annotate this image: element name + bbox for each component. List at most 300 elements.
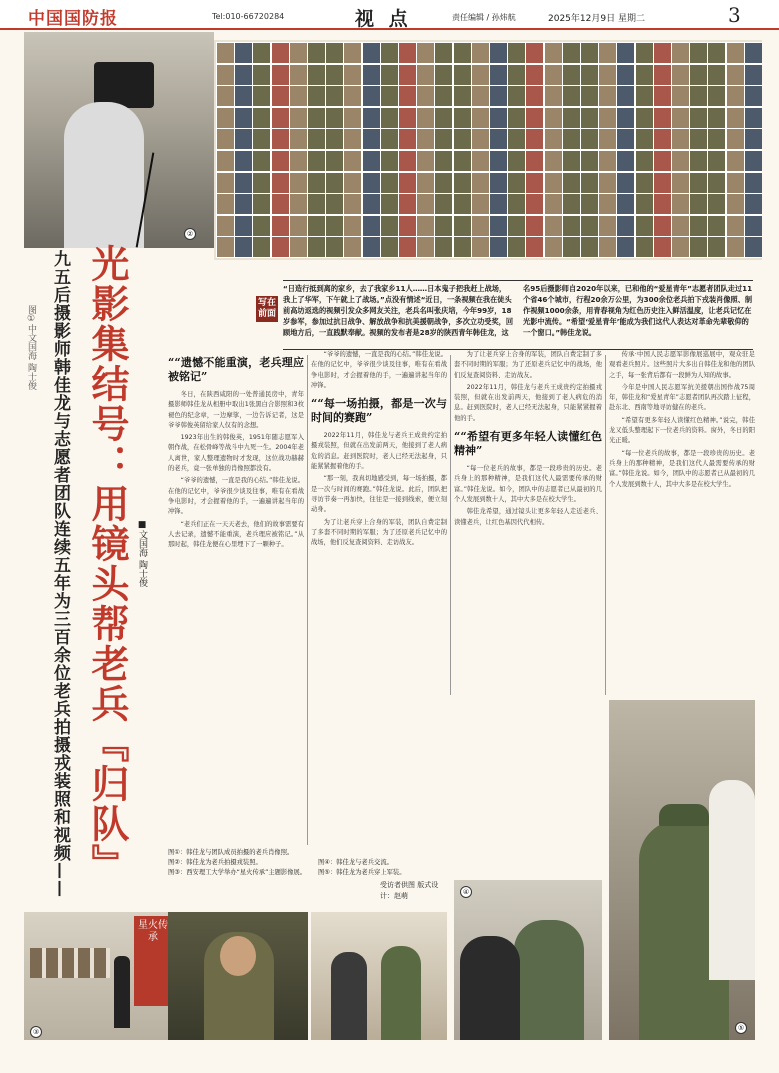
- veteran-portrait-tile: [598, 128, 617, 150]
- poster-title: 星火传承: [138, 920, 168, 943]
- veteran-portrait-tile: [616, 172, 635, 194]
- veteran-portrait-tile: [580, 42, 599, 64]
- veteran-portrait-tile: [525, 193, 544, 215]
- veteran-portrait-tile: [671, 150, 690, 172]
- veteran-portrait-tile: [598, 236, 617, 258]
- veteran-portrait-tile: [362, 150, 381, 172]
- veteran-portrait-tile: [707, 193, 726, 215]
- veteran-portrait-tile: [252, 85, 271, 107]
- veteran-portrait-tile: [598, 172, 617, 194]
- intro-text: “日造行抵到离的家乡，去了我家乡11人……日本鬼子把我赶上战场，我上了华军，下午就上了战场。”点没有情述“近日，一条视频在我在徒头前高坊返选的视频引发众多网友关注，老兵名叫张庆培，今年99岁，18岁参军，参加过抗日战争、解放战争和抗美援朝战争，多次立功受奖，回顾地方后，一直践默奉献。视频的发布者是28岁的陕西青年韩佳龙，这名95后摄影师自2020年以来，已和他的“爱星青年”志愿者团队走过11个省46个城市，行程20余万公里，为300余位老兵拍下戎装肖像照、制作视频1000余条，用青春视角为红色历史注入鲜活温度，让老兵记忆在光影中流传。“希望‘爱星青年’能成为我们这代人表达对革命先辈敬仰的一个窗口。”韩佳龙说。: [283, 280, 753, 350]
- veteran-portrait-tile: [343, 107, 362, 129]
- veteran-portrait-tile: [653, 64, 672, 86]
- veteran-portrait-tile: [580, 236, 599, 258]
- caption-2: 图②：韩佳龙为老兵拍摄戎装照。: [168, 859, 262, 866]
- veteran-portrait-tile: [689, 150, 708, 172]
- veteran-portrait-tile: [216, 42, 235, 64]
- veteran-face: [220, 936, 256, 976]
- newspaper-logo: 中国国防报: [28, 9, 118, 29]
- marker-3: ③: [30, 1026, 42, 1038]
- veteran-portrait-tile: [562, 150, 581, 172]
- column-divider: [605, 355, 606, 695]
- veteran-portrait-tile: [671, 107, 690, 129]
- veteran-portrait-tile: [307, 64, 326, 86]
- veteran-portrait-tile: [598, 215, 617, 237]
- headline-subtitle: 九五后摄影师韩佳龙与志愿者团队连续五年为三百余位老兵拍摄戎装照和视频——: [50, 250, 70, 898]
- helper-figure: [709, 780, 755, 980]
- veteran-portrait-tile: [489, 107, 508, 129]
- paragraph: “爷爷的遗憾，一直是我的心结。”韩佳龙说。在他的记忆中，爷爷很少谈及往事，唯有在看战争电影时，才会握着他的手，一遍遍讲起当年的冲锋。: [311, 351, 447, 389]
- veteran-portrait-tile: [471, 193, 490, 215]
- veteran-portrait-tile: [380, 42, 399, 64]
- veteran-portrait-tile: [234, 236, 253, 258]
- veteran-portrait-tile: [616, 42, 635, 64]
- veteran-portrait-tile: [453, 107, 472, 129]
- byline: ■文国海 陶士俊: [137, 520, 147, 587]
- marker-2: ②: [184, 228, 196, 240]
- veteran-portrait-tile: [398, 236, 417, 258]
- veteran-portrait-tile: [525, 150, 544, 172]
- section-heading-1: “ “遗憾不能重演，老兵理应被铭记”: [168, 356, 304, 384]
- veteran-portrait-tile: [289, 64, 308, 86]
- veteran-portrait-tile: [525, 107, 544, 129]
- veteran-portrait-tile: [343, 150, 362, 172]
- paragraph: 冬日，在陕西咸阳的一处普通民房中，青年摄影师韩佳龙从相册中取出1张黑白合影照和3枚褪色的纪念章，一边摩挲，一边告诉记者，这是爷爷韩俊英留给家人仅有的念想。: [168, 391, 304, 429]
- veteran-portrait-tile: [616, 236, 635, 258]
- veteran-portrait-tile: [562, 107, 581, 129]
- veteran-portrait-tile: [234, 128, 253, 150]
- veteran-portrait-tile: [689, 64, 708, 86]
- veteran-portrait-tile: [616, 85, 635, 107]
- veteran-portrait-tile: [362, 172, 381, 194]
- veteran-portrait-tile: [635, 193, 654, 215]
- veteran-portrait-tile: [416, 236, 435, 258]
- veteran-portrait-tile: [289, 42, 308, 64]
- veteran-portrait-tile: [744, 42, 762, 64]
- veteran-portrait-tile: [726, 215, 745, 237]
- veteran-portrait-wall: [214, 40, 762, 260]
- veteran-portrait-tile: [598, 42, 617, 64]
- veteran-portrait-tile: [380, 172, 399, 194]
- veteran-portrait-tile: [562, 193, 581, 215]
- veteran-portrait-tile: [289, 215, 308, 237]
- veteran-portrait-tile: [489, 85, 508, 107]
- veteran-portrait-tile: [707, 215, 726, 237]
- veteran-portrait-tile: [671, 85, 690, 107]
- veteran-portrait-tile: [525, 42, 544, 64]
- column-divider: [450, 355, 451, 695]
- veteran-portrait-tile: [616, 128, 635, 150]
- caption-1: 图①：韩佳龙与团队成员拍摄的老兵肖像照。: [168, 849, 294, 856]
- veteran-portrait-tile: [653, 236, 672, 258]
- veteran-portrait-tile: [434, 172, 453, 194]
- veteran-portrait-tile: [471, 42, 490, 64]
- veteran-portrait-tile: [216, 193, 235, 215]
- veteran-portrait-tile: [416, 128, 435, 150]
- veteran-portrait-tile: [726, 128, 745, 150]
- paragraph: 为了让老兵穿上合身的军装，团队自费定制了多套不同时期的军服；为了还原老兵记忆中的战场，他们反复查阅资料、走访战友。: [311, 518, 447, 547]
- caption-4: 图④：韩佳龙与老兵交流。: [318, 859, 393, 866]
- veteran-portrait-tile: [271, 64, 290, 86]
- veteran-portrait-tile: [598, 150, 617, 172]
- veteran-portrait-tile: [434, 107, 453, 129]
- veteran-portrait-tile: [343, 42, 362, 64]
- photo-credit: 图①中文国海 陶士俊: [26, 305, 36, 390]
- section-heading-3: “ “希望有更多年轻人读懂红色精神”: [454, 430, 602, 458]
- veteran-portrait-tile: [216, 172, 235, 194]
- veteran-portrait-tile: [598, 64, 617, 86]
- veteran-portrait-tile: [398, 172, 417, 194]
- veteran-portrait-tile: [343, 64, 362, 86]
- veteran-portrait-tile: [453, 172, 472, 194]
- photographer-photo: [24, 32, 214, 248]
- veteran-portrait-tile: [416, 107, 435, 129]
- veteran-portrait-tile: [271, 128, 290, 150]
- veteran-portrait-tile: [580, 107, 599, 129]
- veteran-portrait-tile: [544, 85, 563, 107]
- veteran-portrait-tile: [307, 172, 326, 194]
- veteran-portrait-tile: [289, 236, 308, 258]
- veteran-portrait-tile: [726, 85, 745, 107]
- visitor-figure: [114, 956, 130, 1028]
- veteran-portrait-tile: [398, 42, 417, 64]
- veteran-portrait-tile: [289, 85, 308, 107]
- veteran-portrait-tile: [489, 193, 508, 215]
- veteran-portrait-tile: [525, 64, 544, 86]
- veteran-portrait-tile: [471, 236, 490, 258]
- veteran-portrait-tile: [707, 128, 726, 150]
- veteran-portrait-tile: [580, 64, 599, 86]
- veteran-portrait-tile: [744, 150, 762, 172]
- veteran-portrait-tile: [434, 236, 453, 258]
- veteran-portrait-tile: [635, 215, 654, 237]
- veteran-portrait-tile: [362, 193, 381, 215]
- veteran-portrait-tile: [744, 172, 762, 194]
- veteran-portrait-tile: [252, 128, 271, 150]
- veteran-portrait-tile: [544, 236, 563, 258]
- veteran-portrait-tile: [707, 107, 726, 129]
- veteran-portrait-tile: [562, 64, 581, 86]
- veteran-portrait-tile: [325, 236, 344, 258]
- veteran-portrait-tile: [471, 107, 490, 129]
- veteran-portrait-tile: [252, 64, 271, 86]
- veteran-portrait-tile: [362, 236, 381, 258]
- veteran-portrait-tile: [635, 150, 654, 172]
- veteran-portrait-tile: [434, 193, 453, 215]
- veteran-portrait-tile: [416, 172, 435, 194]
- veteran-portrait-tile: [325, 172, 344, 194]
- veteran-portrait-tile: [562, 128, 581, 150]
- veteran-portrait-tile: [726, 107, 745, 129]
- veteran-portrait-tile: [598, 85, 617, 107]
- veteran-portrait-tile: [234, 150, 253, 172]
- veteran-portrait-tile: [234, 215, 253, 237]
- veteran-portrait-tile: [453, 128, 472, 150]
- paragraph: 2022年11月，韩佳龙与老兵王成贵约定拍摄戎装照，但就在出发前两天，他接到了老人病危的消息。赶到医院时，老人已经无法起身，只能紧紧握着他的手。: [311, 432, 447, 471]
- veteran-portrait-tile: [653, 193, 672, 215]
- photographer-figure: [64, 102, 144, 248]
- veteran-portrait-tile: [489, 150, 508, 172]
- veteran-portrait-tile: [471, 85, 490, 107]
- veteran-portrait-tile: [562, 85, 581, 107]
- veteran-portrait-tile: [689, 85, 708, 107]
- veteran-portrait-tile: [489, 236, 508, 258]
- paragraph: “那一刻，我真切地感受到，每一场拍摄，都是一次与时间的赛跑。”韩佳龙说。此后，团队把寻访节奏一再加快，往往是一接到线索，便立刻动身。: [311, 475, 447, 514]
- veteran-portrait-tile: [707, 150, 726, 172]
- veteran-portrait-tile: [343, 128, 362, 150]
- veteran-portrait-photo: [168, 912, 308, 1040]
- veteran-portrait-tile: [325, 107, 344, 129]
- veteran-portrait-tile: [398, 64, 417, 86]
- veteran-portrait-tile: [216, 85, 235, 107]
- veteran-portrait-tile: [507, 150, 526, 172]
- veteran-portrait-tile: [289, 107, 308, 129]
- exhibition-photo: [24, 912, 174, 1040]
- veteran-portrait-tile: [707, 236, 726, 258]
- veteran-portrait-tile: [271, 85, 290, 107]
- issue-date: 2025年12月9日 星期二: [548, 14, 645, 24]
- veteran-portrait-tile: [525, 85, 544, 107]
- veteran-portrait-tile: [507, 107, 526, 129]
- veteran-portrait-tile: [507, 64, 526, 86]
- veteran-portrait-tile: [507, 172, 526, 194]
- veteran-portrait-tile: [271, 215, 290, 237]
- veteran-portrait-tile: [453, 215, 472, 237]
- veteran-portrait-tile: [362, 128, 381, 150]
- veteran-portrait-tile: [380, 107, 399, 129]
- article-column-4: [609, 350, 755, 695]
- veteran-portrait-tile: [398, 85, 417, 107]
- veteran-portrait-tile: [507, 42, 526, 64]
- page-number: 3: [728, 3, 741, 27]
- veteran-portrait-tile: [653, 150, 672, 172]
- veteran-portrait-tile: [362, 64, 381, 86]
- paragraph: “每一位老兵的故事，都是一段珍贵的历史。老兵身上的那种精神，是我们这代人最需要传承的财富。”韩佳龙说。如今，团队中的志愿者已从最初的几个人发展到数十人，其中大多是在校大学生。: [609, 449, 755, 488]
- veteran-portrait-tile: [325, 42, 344, 64]
- column-divider: [307, 355, 308, 845]
- veteran-portrait-tile: [653, 107, 672, 129]
- veteran-portrait-tile: [216, 236, 235, 258]
- veteran-portrait-tile: [507, 236, 526, 258]
- veteran-portrait-tile: [398, 107, 417, 129]
- veteran-portrait-tile: [744, 193, 762, 215]
- veteran-portrait-tile: [380, 215, 399, 237]
- veteran-portrait-tile: [726, 193, 745, 215]
- veteran-portrait-tile: [653, 172, 672, 194]
- veteran-portrait-tile: [580, 85, 599, 107]
- veteran-portrait-tile: [471, 150, 490, 172]
- veteran-portrait-tile: [616, 64, 635, 86]
- marker-5: ⑤: [735, 1022, 747, 1034]
- veteran-portrait-tile: [471, 128, 490, 150]
- veteran-portrait-tile: [307, 150, 326, 172]
- veteran-portrait-tile: [489, 128, 508, 150]
- conversation-photo: [454, 880, 602, 1040]
- veteran-portrait-tile: [216, 64, 235, 86]
- telephone-number: Tel:010-66720284: [212, 12, 285, 21]
- veteran-portrait-tile: [416, 42, 435, 64]
- design-credit: 受访者供图 版式设计：赵萌: [380, 881, 439, 900]
- veteran-portrait-tile: [671, 215, 690, 237]
- veteran-portrait-tile: [362, 107, 381, 129]
- veteran-portrait-tile: [707, 42, 726, 64]
- veteran-portrait-tile: [580, 128, 599, 150]
- veteran-portrait-tile: [289, 193, 308, 215]
- veteran-portrait-tile: [325, 64, 344, 86]
- veteran-portrait-tile: [671, 42, 690, 64]
- veteran-portrait-tile: [416, 193, 435, 215]
- marker-4: ④: [460, 886, 472, 898]
- veteran-portrait-tile: [580, 150, 599, 172]
- veteran-portrait-tile: [271, 150, 290, 172]
- veteran-portrait-tile: [635, 236, 654, 258]
- veteran-portrait-tile: [507, 193, 526, 215]
- veteran-portrait-tile: [616, 193, 635, 215]
- headline: 光影集结号：用镜头帮老兵『归队』: [85, 244, 129, 884]
- veteran-portrait-tile: [671, 64, 690, 86]
- veteran-portrait-tile: [562, 215, 581, 237]
- veteran-portrait-tile: [307, 128, 326, 150]
- veteran-portrait-tile: [616, 107, 635, 129]
- veteran-portrait-tile: [216, 107, 235, 129]
- veteran-portrait-tile: [544, 193, 563, 215]
- veteran-portrait-tile: [362, 215, 381, 237]
- veteran-portrait-tile: [562, 236, 581, 258]
- team-figure-1: [331, 952, 367, 1040]
- veteran-portrait-tile: [525, 128, 544, 150]
- veteran-portrait-tile: [380, 236, 399, 258]
- veteran-portrait-tile: [635, 85, 654, 107]
- veteran-portrait-tile: [689, 42, 708, 64]
- veteran-portrait-tile: [507, 85, 526, 107]
- veteran-portrait-tile: [544, 107, 563, 129]
- article-column-1: [168, 350, 304, 845]
- veteran-portrait-tile: [671, 193, 690, 215]
- veteran-portrait-tile: [707, 85, 726, 107]
- team-figure-2: [381, 946, 421, 1040]
- veteran-portrait-tile: [544, 42, 563, 64]
- veteran-portrait-tile: [598, 107, 617, 129]
- paragraph: “每一位老兵的故事，都是一段珍贵的历史。老兵身上的那种精神，是我们这代人最需要传承的财富。”韩佳龙说。如今，团队中的志愿者已从最初的几个人发展到数十人，其中大多是在校大学生。: [454, 465, 602, 503]
- veteran-portrait-tile: [562, 172, 581, 194]
- veteran-portrait-tile: [271, 193, 290, 215]
- veteran-portrait-tile: [453, 85, 472, 107]
- paragraph: 今年是中国人民志愿军抗美援朝出国作战75周年，韩佳龙和“爱星青年”志愿者团队再次踏上征程，赴东北、西南等地寻访健在的老兵。: [609, 383, 755, 412]
- veteran-portrait-tile: [471, 64, 490, 86]
- veteran-portrait-tile: [380, 85, 399, 107]
- veteran-cap: [659, 804, 709, 826]
- veteran-portrait-tile: [471, 172, 490, 194]
- veteran-portrait-tile: [726, 236, 745, 258]
- veteran-portrait-tile: [307, 193, 326, 215]
- veteran-portrait-tile: [544, 64, 563, 86]
- veteran-portrait-tile: [453, 42, 472, 64]
- veteran-portrait-tile: [325, 128, 344, 150]
- veteran-portrait-tile: [398, 193, 417, 215]
- veteran-portrait-tile: [307, 236, 326, 258]
- veteran-portrait-tile: [689, 215, 708, 237]
- veteran-portrait-tile: [416, 150, 435, 172]
- veteran-portrait-tile: [689, 236, 708, 258]
- veteran-portrait-tile: [252, 193, 271, 215]
- veteran-portrait-tile: [234, 172, 253, 194]
- veteran-portrait-tile: [343, 193, 362, 215]
- veteran-portrait-tile: [726, 172, 745, 194]
- veteran-portrait-tile: [707, 172, 726, 194]
- veteran-portrait-tile: [635, 42, 654, 64]
- veteran-portrait-tile: [689, 128, 708, 150]
- veteran-portrait-tile: [343, 85, 362, 107]
- veteran-portrait-tile: [398, 215, 417, 237]
- veteran-portrait-tile: [252, 42, 271, 64]
- article-column-3: [454, 350, 602, 700]
- veteran-portrait-tile: [744, 215, 762, 237]
- veteran-portrait-tile: [434, 42, 453, 64]
- veteran-portrait-tile: [471, 215, 490, 237]
- veteran-portrait-tile: [726, 42, 745, 64]
- veteran-portrait-tile: [635, 172, 654, 194]
- caption-5: 图⑤：韩佳龙为老兵穿上军装。: [318, 869, 406, 876]
- paragraph: “希望有更多年轻人读懂红色精神。”说完，韩佳龙又低头整理起下一位老兵的资料。窗外，冬日的阳光正暖。: [609, 416, 755, 445]
- veteran-portrait-tile: [234, 64, 253, 86]
- veteran-portrait-tile: [453, 193, 472, 215]
- veteran-portrait-tile: [580, 215, 599, 237]
- veteran-portrait-tile: [453, 64, 472, 86]
- veteran-portrait-tile: [216, 215, 235, 237]
- veteran-portrait-tile: [507, 215, 526, 237]
- veteran-portrait-tile: [307, 107, 326, 129]
- veteran-portrait-tile: [343, 172, 362, 194]
- veteran-portrait-tile: [434, 150, 453, 172]
- veteran-portrait-tile: [271, 107, 290, 129]
- veteran-portrait-tile: [416, 215, 435, 237]
- veteran-portrait-tile: [416, 85, 435, 107]
- veteran-portrait-tile: [580, 193, 599, 215]
- veteran-portrait-tile: [216, 150, 235, 172]
- veteran-portrait-tile: [616, 150, 635, 172]
- veteran-portrait-tile: [271, 42, 290, 64]
- exhibit-frames: [30, 948, 110, 978]
- veteran-portrait-tile: [362, 42, 381, 64]
- veteran-portrait-tile: [689, 193, 708, 215]
- editor-credit: 责任编辑 / 孙炜航: [452, 13, 516, 22]
- veteran-portrait-tile: [289, 150, 308, 172]
- veteran-portrait-tile: [325, 150, 344, 172]
- veteran-portrait-tile: [671, 128, 690, 150]
- veteran-portrait-tile: [252, 172, 271, 194]
- veteran-portrait-tile: [380, 193, 399, 215]
- veteran-portrait-tile: [307, 215, 326, 237]
- veteran-portrait-tile: [380, 128, 399, 150]
- elder-figure: [514, 920, 584, 1040]
- paragraph: “爷爷的遗憾，一直是我的心结。”韩佳龙说。在他的记忆中，爷爷很少谈及往事，唯有在看战争电影时，才会握着他的手，一遍遍讲起当年的冲锋。: [168, 477, 304, 516]
- veteran-portrait-tile: [635, 64, 654, 86]
- veteran-portrait-tile: [525, 172, 544, 194]
- veteran-portrait-tile: [744, 64, 762, 86]
- veteran-portrait-tile: [234, 107, 253, 129]
- veteran-portrait-tile: [289, 128, 308, 150]
- veteran-portrait-tile: [271, 236, 290, 258]
- veteran-portrait-tile: [489, 172, 508, 194]
- veteran-portrait-tile: [671, 236, 690, 258]
- veteran-portrait-tile: [343, 236, 362, 258]
- article-column-2: [311, 350, 447, 710]
- veteran-portrait-tile: [252, 107, 271, 129]
- veteran-portrait-tile: [489, 215, 508, 237]
- caption-3: 图③：西安理工大学举办“星火传承”主题影像展。: [168, 869, 307, 876]
- paragraph: 韩佳龙希望，通过镜头让更多年轻人走近老兵、读懂老兵，让红色基因代代相传。: [454, 508, 602, 526]
- veteran-portrait-tile: [525, 236, 544, 258]
